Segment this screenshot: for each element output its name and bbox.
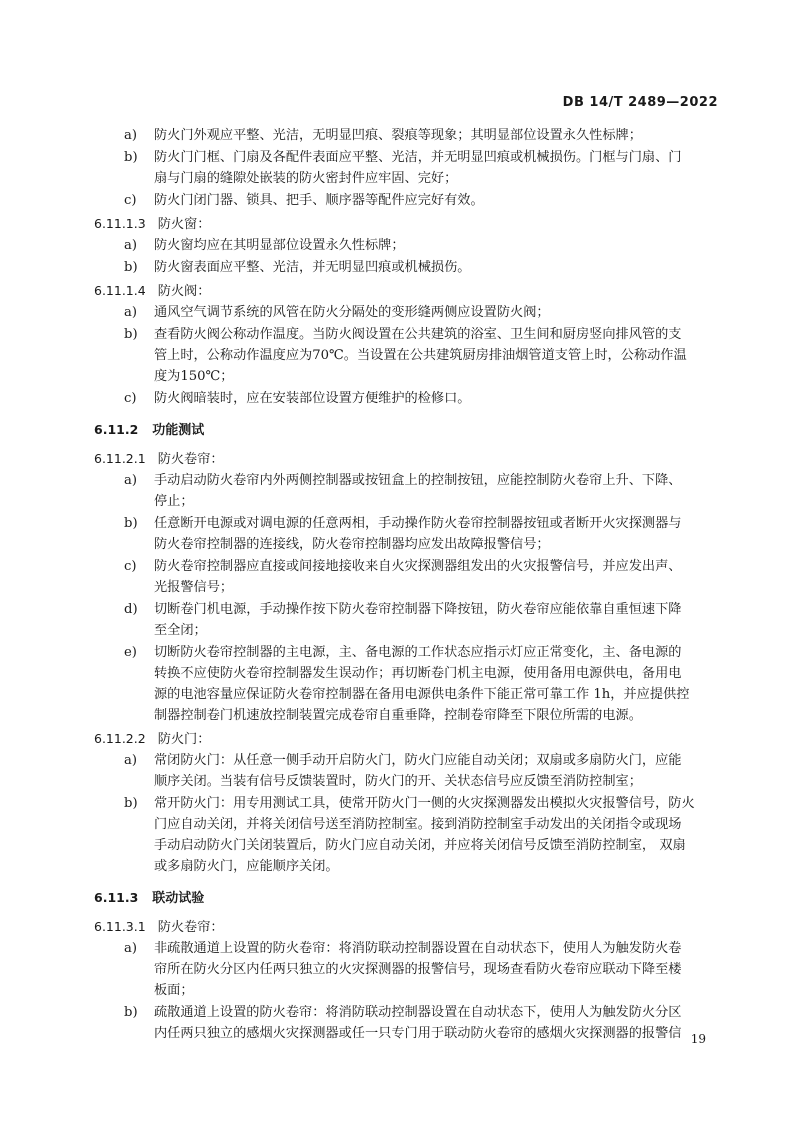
text-line: 帘所在防火分区内任两只独立的火灾探测器的报警信号，现场查看防火卷帘应联动下降至楼	[154, 962, 682, 977]
section-number: 6.11.1.3	[94, 216, 146, 231]
section-heading	[94, 419, 720, 441]
list-item-label: c)	[124, 391, 137, 406]
list-item-text	[154, 599, 720, 641]
list-item-text	[154, 257, 720, 278]
text-line: 防火窗表面应平整、光洁，并无明显凹痕或机械损伤。	[154, 260, 471, 275]
list-item	[94, 750, 720, 792]
list-item-text	[154, 147, 720, 189]
list-item-text	[154, 235, 720, 256]
list-item-text	[154, 556, 720, 598]
section-title: 防火卷帘：	[157, 920, 224, 935]
list-item	[94, 324, 720, 387]
text-line: 常闭防火门：从任意一侧手动开启防火门，防火门应能自动关闭；双扇或多扇防火门，应能	[154, 753, 682, 768]
text-line: 非疏散通道上设置的防火卷帘：将消防联动控制器设置在自动状态下，使用人为触发防火卷	[154, 941, 682, 956]
section-number: 6.11.2.2	[94, 731, 146, 746]
text-line: 防火卷帘控制器应直接或间接地接收来自火灾探测器组发出的火灾报警信号，并应发出声、	[154, 559, 682, 574]
section-title: 防火窗：	[157, 217, 211, 232]
list-item	[94, 190, 720, 211]
text-line: 内任两只独立的感烟火灾探测器或任一只专门用于联动防火卷帘的感烟火灾探测器的报警信	[154, 1026, 682, 1041]
text-line: 切断防火卷帘控制器的主电源，主、备电源的工作状态应指示灯应正常变化，主、备电源的	[154, 645, 682, 660]
list-item-text	[154, 324, 720, 387]
list-item-label: c)	[124, 559, 137, 574]
text-line: 度为150℃；	[154, 369, 234, 384]
text-line: 门应自动关闭，并将关闭信号送至消防控制室。接到消防控制室手动发出的关闭指令或现场	[154, 817, 682, 832]
text-line: 光报警信号；	[154, 580, 234, 595]
section-heading	[94, 887, 720, 909]
list-item	[94, 556, 720, 598]
text-line: 转换不应使防火卷帘控制器发生误动作；再切断卷门机主电源，使用备用电源供电，备用电	[154, 666, 682, 681]
list-item-label: a)	[124, 238, 138, 253]
list-item-label: a)	[124, 753, 138, 768]
document-code-header: DB 14/T 2489—2022	[562, 95, 718, 110]
list-item-text	[154, 470, 720, 512]
list-item-label: a)	[124, 941, 138, 956]
list-item-label: b)	[124, 796, 138, 811]
list-item-label: d)	[124, 602, 138, 617]
list-item-text	[154, 938, 720, 1001]
list-item	[94, 642, 720, 726]
list-item	[94, 470, 720, 512]
text-line: 常开防火门：用专用测试工具，使常开防火门一侧的火灾探测器发出模拟火灾报警信号，防火	[154, 796, 695, 811]
list-item-label: b)	[124, 1005, 138, 1020]
list-item	[94, 302, 720, 323]
list-item-text	[154, 642, 720, 726]
list-item-text	[154, 302, 720, 323]
text-line: 手动启动防火门关闭装置后，防火门应自动关闭，并应将关闭信号反馈至消防控制室， 双扇	[154, 838, 686, 853]
text-line: 管上时，公称动作温度应为70℃。当设置在公共建筑厨房排油烟管道支管上时，公称动作温	[154, 348, 687, 363]
subsection-heading	[94, 212, 720, 235]
text-line: 通风空气调节系统的风管在防火分隔处的变形缝两侧应设置防火阀；	[154, 305, 550, 320]
text-line: 防火卷帘控制器的连接线，防火卷帘控制器均应发出故障报警信号；	[154, 537, 550, 552]
list-item-text	[154, 190, 720, 211]
text-line: 手动启动防火卷帘内外两侧控制器或按钮盒上的控制按钮，应能控制防火卷帘上升、下降、	[154, 473, 682, 488]
text-line: 防火门外观应平整、光洁，无明显凹痕、裂痕等现象；其明显部位设置永久性标牌；	[154, 128, 642, 143]
list-item-text	[154, 793, 720, 877]
section-number: 6.11.2	[94, 422, 139, 437]
section-title: 功能测试	[152, 423, 205, 438]
list-item-text	[154, 388, 720, 409]
list-item-label: b)	[124, 260, 138, 275]
list-item-label: e)	[124, 645, 137, 660]
section-number: 6.11.1.4	[94, 283, 146, 298]
list-item-label: a)	[124, 305, 138, 320]
subsection-heading	[94, 279, 720, 302]
list-item	[94, 599, 720, 641]
list-item-text	[154, 1002, 720, 1044]
list-item-label: a)	[124, 473, 138, 488]
text-line: 切断卷门机电源，手动操作按下防火卷帘控制器下降按钮，防火卷帘应能依靠自重恒速下降	[154, 602, 682, 617]
list-item-label: b)	[124, 150, 138, 165]
list-item-text	[154, 513, 720, 555]
section-number: 6.11.2.1	[94, 451, 146, 466]
text-line: 扇与门扇的缝隙处嵌装的防火密封件应牢固、完好；	[154, 171, 458, 186]
text-line: 板面；	[154, 983, 194, 998]
list-item-text	[154, 750, 720, 792]
subsection-heading	[94, 447, 720, 470]
text-line: 防火窗均应在其明显部位设置永久性标牌；	[154, 238, 405, 253]
section-number: 6.11.3.1	[94, 919, 146, 934]
list-item-text	[154, 125, 720, 146]
text-line: 至全闭；	[154, 623, 207, 638]
list-item	[94, 235, 720, 256]
text-line: 防火阀暗装时，应在安装部位设置方便维护的检修口。	[154, 391, 471, 406]
text-line: 或多扇防火门，应能顺序关闭。	[154, 859, 339, 874]
list-item	[94, 388, 720, 409]
section-title: 防火卷帘：	[157, 452, 224, 467]
list-item-label: b)	[124, 327, 138, 342]
text-line: 疏散通道上设置的防火卷帘：将消防联动控制器设置在自动状态下，使用人为触发防火分区	[154, 1005, 682, 1020]
document-body	[94, 125, 720, 1045]
list-item-label: a)	[124, 128, 138, 143]
text-line: 防火门闭门器、锁具、把手、顺序器等配件应完好有效。	[154, 193, 484, 208]
list-item	[94, 513, 720, 555]
list-item	[94, 147, 720, 189]
text-line: 顺序关闭。当装有信号反馈装置时，防火门的开、关状态信号应反馈至消防控制室；	[154, 774, 642, 789]
list-item	[94, 938, 720, 1001]
list-item	[94, 257, 720, 278]
list-item-label: b)	[124, 516, 138, 531]
subsection-heading	[94, 727, 720, 750]
text-line: 源的电池容量应保证防火卷帘控制器在备用电源供电条件下能正常可靠工作 1h，并应提供控	[154, 687, 690, 702]
list-item	[94, 125, 720, 146]
page-number: 19	[690, 1032, 706, 1046]
list-item	[94, 1002, 720, 1044]
text-line: 防火门门框、门扇及各配件表面应平整、光洁，并无明显凹痕或机械损伤。门框与门扇、门	[154, 150, 682, 165]
section-title: 防火阀：	[157, 284, 211, 299]
list-item	[94, 793, 720, 877]
section-title: 联动试验	[152, 891, 205, 906]
text-line: 任意断开电源或对调电源的任意两相，手动操作防火卷帘控制器按钮或者断开火灾探测器与	[154, 516, 682, 531]
subsection-heading	[94, 915, 720, 938]
text-line: 制器控制卷门机速放控制装置完成卷帘自重垂降，控制卷帘降至下限位所需的电源。	[154, 708, 642, 723]
section-title: 防火门：	[157, 732, 211, 747]
section-number: 6.11.3	[94, 890, 139, 905]
list-item-label: c)	[124, 193, 137, 208]
text-line: 查看防火阀公称动作温度。当防火阀设置在公共建筑的浴室、卫生间和厨房竖向排风管的支	[154, 327, 682, 342]
text-line: 停止；	[154, 494, 194, 509]
